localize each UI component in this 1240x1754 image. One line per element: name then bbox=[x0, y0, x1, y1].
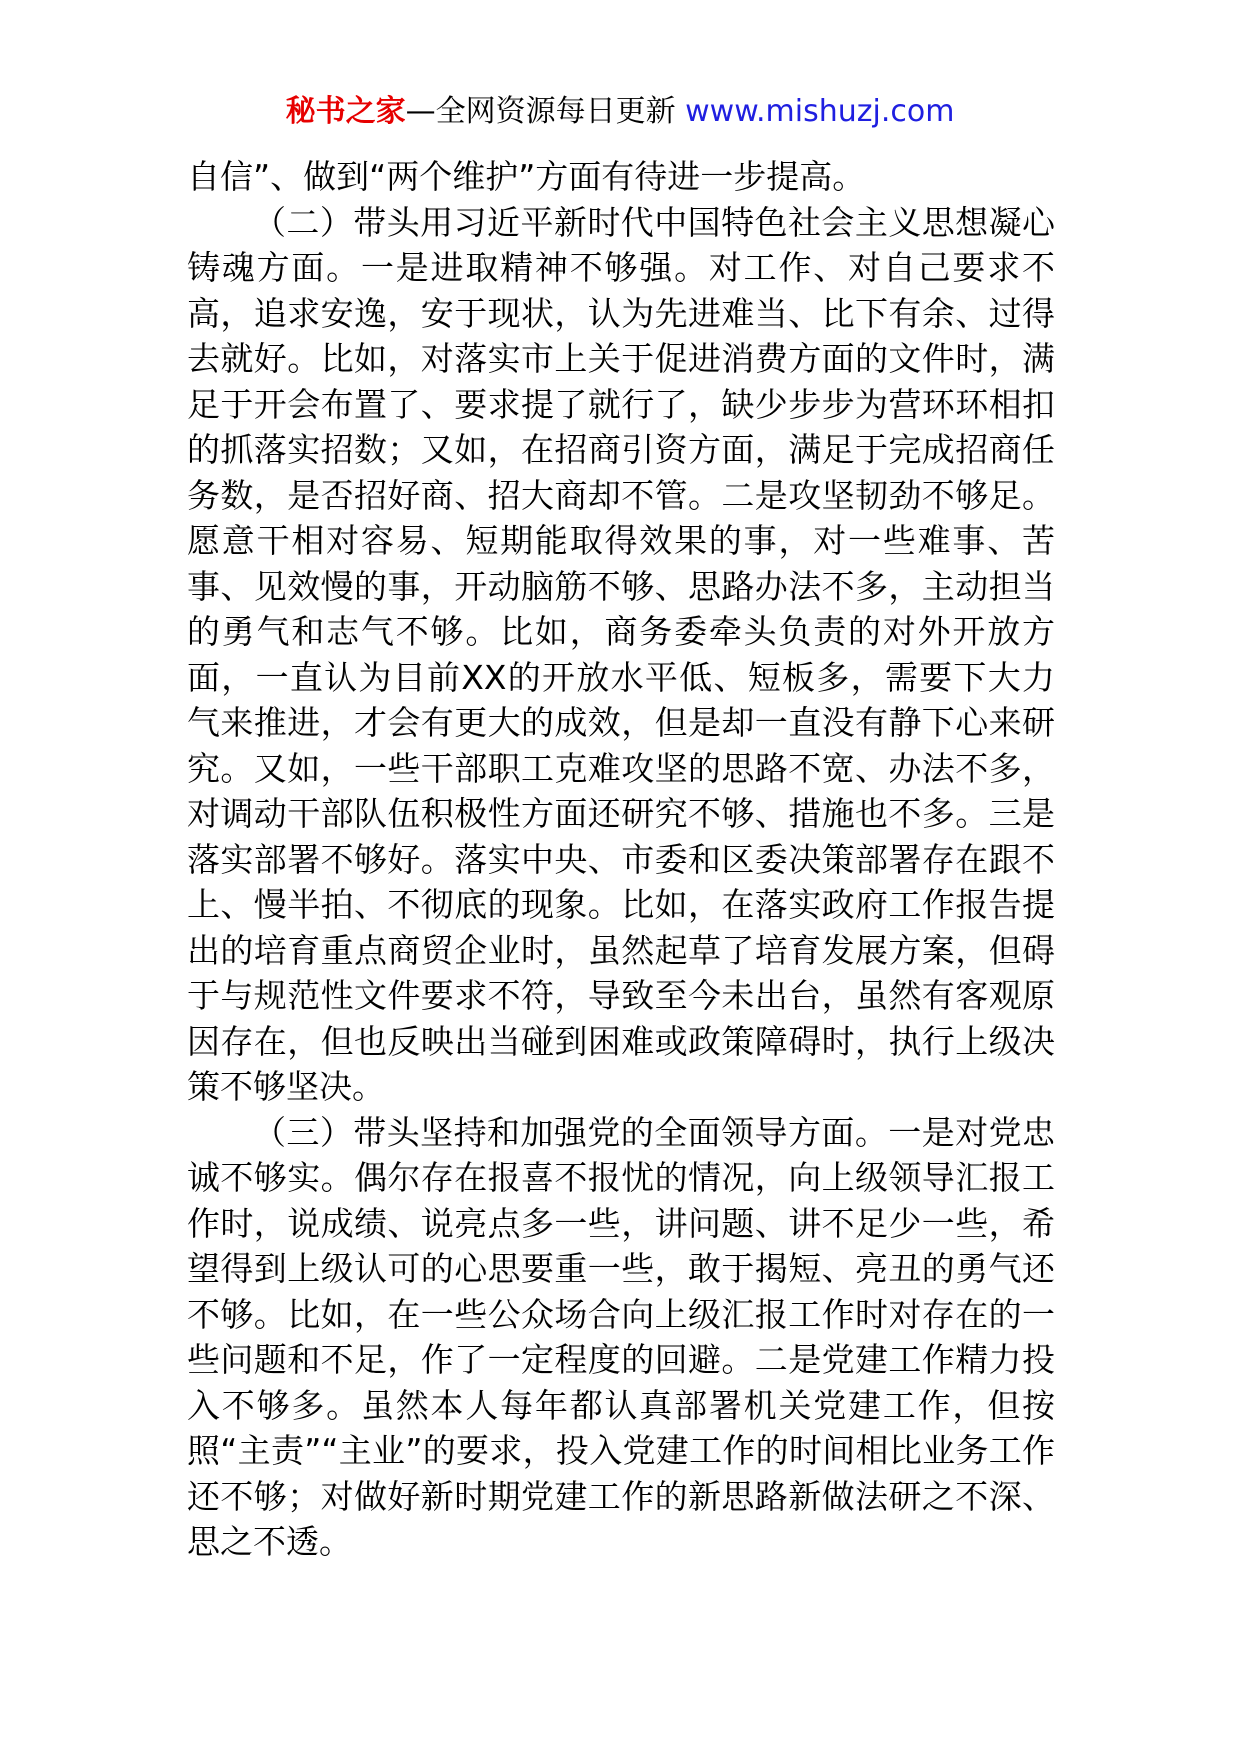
paragraph-section-three: （三）带头坚持和加强党的全面领导方面。一是对党忠诚不够实。偶尔存在报喜不报忧的情况，向上级领导汇报工作时，说成绩、说亮点多一些，讲问题、讲不足少一些，希望得到上级认可的心思要重一些，敢于揭短、亮丑的勇气还不够。比如，在一些公众场合向上级汇报工作时对存在的一些问题和不足，作了一定程度的回避。二是党建工作精力投入不够多。虽然本人每年都认真部署机关党建工作，但按照“主责”“主业”的要求，投入党建工作的时间相比业务工作还不够；对做好新时期党建工作的新思路新做法研之不深、思之不透。 bbox=[187, 1112, 1055, 1561]
document-body bbox=[187, 154, 1055, 1565]
site-url-link[interactable]: www.mishuzj.com bbox=[685, 94, 955, 129]
paragraph-continuation: 自信”、做到“两个维护”方面有待进一步提高。 bbox=[187, 157, 866, 196]
site-brand: 秘书之家 bbox=[285, 94, 406, 129]
site-tagline: —全网资源每日更新 bbox=[405, 94, 686, 129]
paragraph-section-two: （二）带头用习近平新时代中国特色社会主义思想凝心铸魂方面。一是进取精神不够强。对工作、对自己要求不高，追求安逸，安于现状，认为先进难当、比下有余、过得去就好。比如，对落实市上关于促进消费方面的文件时，满足于开会布置了、要求提了就行了，缺少步步为营环环相扣的抓落实招数；又如，在招商引资方面，满足于完成招商任务数，是否招好商、招大商却不管。二是攻坚韧劲不够足。愿意干相对容易、短期能取得效果的事，对一些难事、苦事、见效慢的事，开动脑筋不够、思路办法不多，主动担当的勇气和志气不够。比如，商务委牵头负责的对外开放方面，一直认为目前XX的开放水平低、短板多，需要下大力气来推进，才会有更大的成效，但是却一直没有静下心来研究。又如，一些干部职工克难攻坚的思路不宽、办法不多，对调动干部队伍积极性方面还研究不够、措施也不多。三是落实部署不够好。落实中央、市委和区委决策部署存在跟不上、慢半拍、不彻底的现象。比如，在落实政府工作报告提出的培育重点商贸企业时，虽然起草了培育发展方案，但碍于与规范性文件要求不符，导致至今未出台，虽然有客观原因存在，但也反映出当碰到困难或政策障碍时，执行上级决策不够坚决。 bbox=[187, 202, 1055, 1106]
site-header bbox=[0, 90, 1240, 134]
